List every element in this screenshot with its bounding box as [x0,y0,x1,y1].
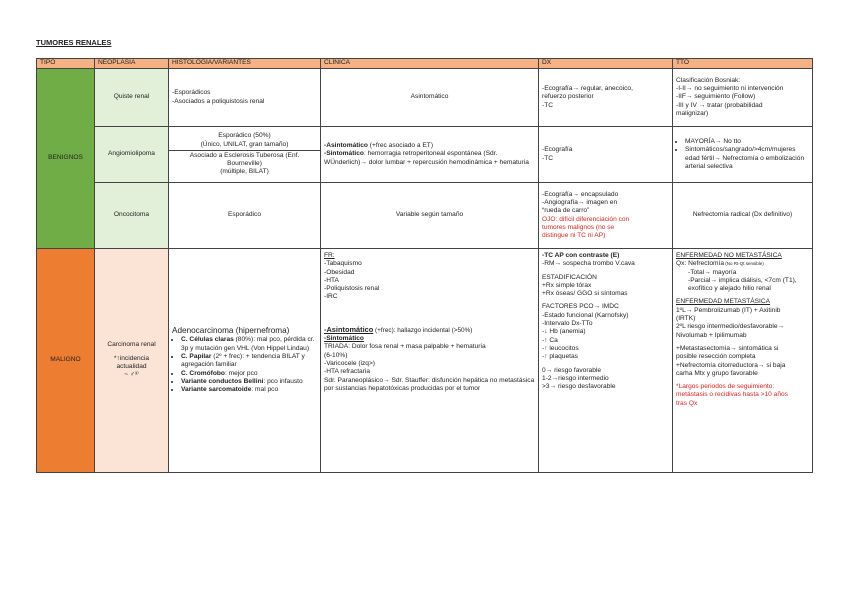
row-carcinoma-renal [37,249,813,473]
tto-carcinoma-line: -Total→ mayoría [688,268,737,276]
neoplasia-angiomiolipoma: Angiomiolipoma [95,127,169,183]
tto-quiste [673,69,813,127]
histo-angio-line: Esporádico (50%) [218,132,271,140]
tto-quiste-line: -I-II→ no seguimiento ni intervención [676,85,784,93]
bold-label [324,325,373,334]
list-item [181,370,317,378]
dx-carcinoma-line: 1-2→riesgo intermedio [542,374,609,382]
dx-onco [539,183,673,249]
tipo-maligno: MALIGNO [37,249,95,473]
dx-onco-warning: OJO: difícil diferenciación con [542,215,630,223]
text: Qx: Nefrectomía [676,260,725,268]
tto-metastasica-title: ENFERMEDAD METASTÁSICA [676,298,771,306]
tipo-benignos: BENIGNOS [37,69,95,249]
clinica-sintomatico-title [324,335,535,343]
tto-carcinoma-line: exofítico y alejado hilio renal [688,285,771,293]
histo-angio-line: Asociado a Esclerosis Tuberosa (Enf. [189,151,300,159]
tto-onco: Nefrectomía radical (Dx definitivo) [673,183,813,249]
dx-onco-line: -Angiografía→ imagen en [542,198,618,206]
underline-label: -Sintomático [324,335,364,343]
dx-carcinoma-line: 0→ riesgo favorable [542,366,602,374]
tto-quiste-line: -III y IV → tratar (probabilidad [676,101,763,109]
dx-carcinoma [539,249,673,473]
clinica-angio-asintomatico [324,142,535,150]
clinica-asintomatico [324,326,535,335]
dx-carcinoma-line: +Rx óseas/ GGO si síntomas [542,290,628,298]
spacer [324,302,535,310]
histo-angio-line: (múltiple, BILAT) [220,168,269,176]
dx-onco-line: “rueda de carro” [542,207,590,215]
text: : mal pco [251,386,279,394]
row-angiomiolipoma [37,127,813,183]
row-quiste-renal [37,69,813,127]
dx-angio-line: -TC [542,154,553,162]
tto-quiste-line: -IIF→ seguimiento (Follow) [676,93,756,101]
dx-carcinoma-line: -↑ leucocitos [542,344,579,352]
clinica-fr-item: -Obesidad [324,268,355,276]
clinica-paraneoplasico: Sdr. Paraneoplásico→ Sdr. Stauffer: disfunción hepática no metastásica por sustancias hepatotóxicas producidas por el tumor [324,376,535,392]
tumores-table [36,58,813,473]
text: : hemorragia retroperitoneal espontánea (Sdr. WÜnderlich)→ dolor lumbar + repercusión hemodinámica + hematuria [324,150,529,166]
tto-carcinoma-line: +Nefrectomía citorreductora→ si baja [676,361,786,369]
histo-quiste-line: -Esporádicos [172,89,211,97]
neoplasia-name: Carcinoma renal [107,341,156,349]
tto-carcinoma-line: (IRTK) [676,315,696,323]
dx-carcinoma-line: +Rx simple tórax [542,281,592,289]
tto-seguimiento-note: tras Qx [676,399,698,407]
header-tipo: TIPO [37,59,95,69]
clinica-fr-title: FR: [324,252,335,259]
text: : mejor pco [224,369,258,377]
dx-onco-line: -Ecografía→ encapsulado [542,190,619,198]
list-item: • Sintomáticos/sangrado/>4cm/mujeres edad fértil→ Nefrectomía o embolización arterial selectiva [685,146,809,171]
dx-quiste-line: refuerzo posterior [542,93,594,101]
histo-carcinoma-list [172,336,317,394]
neoplasia-quiste-renal: Quiste renal [95,69,169,127]
clinica-sintomatico-item: (6-10%) [324,351,348,359]
tto-carcinoma-line: +Metastasectomía→ sintomática si [676,344,779,352]
text: : pco infausto [263,377,303,385]
list-item [181,378,317,386]
tto-carcinoma-line: -Parcial→ implica diálisis, <7cm (T1), [688,276,797,284]
small-note: (No Rt-Qt sensible) [724,261,764,267]
text: (+frec): hallazgo incidental (>50%) [373,326,473,334]
clinica-fr-item: -Tabaquismo [324,260,362,268]
clinica-fr-item: -IRC [324,293,338,301]
header-dx: DX [539,59,673,69]
histo-angio-line: (Único, UNILAT, gran tamaño) [200,140,289,148]
histo-quiste [169,69,321,127]
bold-label: C. Papilar [181,353,212,361]
dx-carcinoma-line: ESTADIFICACIÓN [542,273,597,281]
clinica-sintomatico-item: TRIADA: Dolor fosa renal + masa palpable + hematuria [324,343,486,351]
dx-quiste [539,69,673,127]
tto-carcinoma-line [676,260,809,268]
clinica-quiste: Asintomático [321,69,539,127]
dx-carcinoma-line: -Estado funcional (Karnofsky) [542,311,629,319]
bold-label: Variante conductos Bellini [181,377,264,385]
histo-onco: Esporádico [169,183,321,249]
tto-angio-list [676,138,809,171]
underline-label: -Asintomático [324,324,374,334]
list-item [181,353,317,370]
dx-onco-warning: distingue ni TC ni AP) [542,232,606,240]
dx-carcinoma-line: FACTORES PCO→ IMDC [542,303,619,311]
dx-carcinoma-line: -↑ Ca [542,336,558,344]
clinica-onco: Variable según tamaño [321,183,539,249]
dx-quiste-line: -TC [542,101,553,109]
histo-carcinoma [169,249,321,473]
histo-carcinoma-title: Adenocarcinoma (hipernefroma) [172,326,290,336]
bold-label: C. Cromófobo [181,369,225,377]
tto-carcinoma-line: Nivolumab + Ipilimumab [676,331,747,339]
header-histologia: HISTOLOGÍA/VARIANTES [169,59,321,69]
tto-carcinoma-line: carha Mtx y grupo favorable [676,369,758,377]
header-row [37,59,813,69]
tto-seguimiento-note: metástasis o recidivas hasta >10 años [676,391,788,399]
tto-carcinoma [673,249,813,473]
tto-no-metastasica-title: ENFERMEDAD NO METASTÁSICA [676,252,782,259]
clinica-angio [321,127,539,183]
dx-carcinoma-line: -Intervalo Dx-TTo [542,320,593,328]
header-clinica: CLÍNICA [321,59,539,69]
tto-carcinoma-line: 1ºL→ Pembrolizumab (IT) + Axitinib [676,306,781,314]
bold-label: -Asintomático [324,142,368,150]
text: (2º + frec): + tendencia BILAT y agregación familiar [181,353,305,369]
bold-label: Variante sarcomatoide [181,386,252,394]
dx-carcinoma-line: -↓ Hb (anemia) [542,328,586,336]
list-item: • MAYORÍA→ No tto [685,138,809,146]
tto-quiste-line: Clasificación Bosniak: [676,76,741,84]
histo-angio-divider [169,150,320,151]
clinica-fr-item: -Poliquistosis renal [324,285,380,293]
row-oncocitoma [37,183,813,249]
histo-angio [169,127,321,183]
neoplasia-note: actualidad [116,363,147,370]
list-item [181,386,317,394]
clinica-carcinoma [321,249,539,473]
clinica-sintomatico-item: -HTA refractaria [324,368,371,376]
dx-angio-line: -Ecografía [542,146,573,154]
histo-quiste-line: -Asociados a poliquistosis renal [172,97,265,105]
page-title: TUMORES RENALES [36,38,112,47]
dx-quiste-line: -Ecografía→ regular, anecoico, [542,85,633,93]
tto-quiste-line: malignizar) [676,109,709,117]
text: (80%): mal pco, pérdida cr. 3p y mutación gen VHL (Von Hippel Lindau) [181,336,315,352]
neoplasia-carcinoma-renal [95,249,169,473]
neoplasia-sex: ~ ♂³⁾ [124,371,139,379]
tto-seguimiento-note: *Largos periodos de seguimiento: [676,383,775,391]
neoplasia-oncocitoma: Oncocitoma [95,183,169,249]
clinica-sintomatico-item: -Varicocele (izq>) [324,359,375,367]
tto-carcinoma-line: posible resección completa [676,353,756,361]
dx-carcinoma-line: >3→ riesgo desfavorable [542,383,616,391]
tto-carcinoma-line: 2ºL riesgo intermedio/desfavorable→ [676,323,785,331]
clinica-fr-item: -HTA [324,276,339,284]
spacer [324,310,535,318]
list-item [181,336,317,353]
neoplasia-note: *↑incidencia [113,354,150,362]
text: (+frec asociado a ET) [367,142,434,150]
dx-carcinoma-title: -TC AP con contraste (E) [542,252,620,259]
bold-label: C. Células claras [181,336,234,344]
histo-angio-line: Bourneville) [227,160,262,168]
dx-onco-warning: tumores malignos (no se [542,223,615,231]
dx-angio [539,127,673,183]
bold-label: -Sintomático [324,150,364,158]
dx-carcinoma-line: -↑ plaquetas [542,353,578,361]
dx-carcinoma-line: -RM→ sospecha trombo V.cava [542,260,635,268]
header-tto: TTO [673,59,813,69]
clinica-angio-sintomatico [324,150,535,167]
tto-angio [673,127,813,183]
header-neoplasia: NEOPLASIA [95,59,169,69]
